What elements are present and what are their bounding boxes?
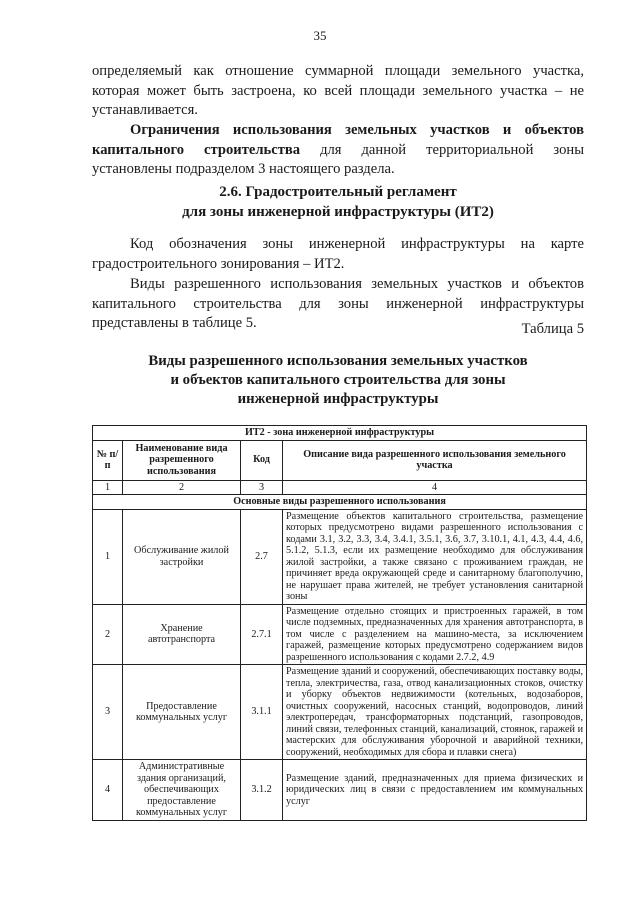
col-number-1: 1 bbox=[93, 480, 123, 495]
table-row bbox=[93, 760, 587, 821]
col-number-2: 2 bbox=[123, 480, 241, 495]
col-header-name: Наименование вида разрешенного использования bbox=[123, 440, 241, 480]
limits-bold-part: капитального строительства bbox=[92, 141, 301, 158]
intro-paragraph bbox=[92, 62, 584, 121]
row-name: Административные здания организаций, обеспечивающих предоставление коммунальных услуг bbox=[123, 760, 241, 821]
row-desc: Размещение зданий, предназначенных для приема физических и юридических лиц в связи с предоставлением им коммунальных услуг bbox=[283, 760, 587, 821]
row-code: 2.7.1 bbox=[241, 604, 283, 665]
column-number-row bbox=[93, 480, 587, 495]
zone-header: ИТ2 - зона инженерной инфраструктуры bbox=[93, 426, 587, 441]
col-header-num: № п/п bbox=[93, 440, 123, 480]
limits-rest: для данной территориальной зоны bbox=[300, 141, 584, 158]
row-num: 3 bbox=[93, 665, 123, 760]
col-header-code: Код bbox=[241, 440, 283, 480]
intro-line-3: устанавливается. bbox=[92, 102, 198, 118]
types-line-1: Виды разрешенного использования земельных участков и объектов bbox=[130, 276, 584, 292]
row-desc: Размещение отдельно стоящих и пристроенных гаражей, в том числе подземных, предназначенных для хранения автотранспорта, в том числе с разделением на машино-места, за исключением гаражей, размещение которых предусмотрено содержанием видов разрешенного использования с кодами 2.7.2, 4.9 bbox=[283, 604, 587, 665]
section-heading-line-2: для зоны инженерной инфраструктуры (ИТ2) bbox=[182, 203, 494, 220]
table-row bbox=[93, 665, 587, 760]
row-code: 3.1.1 bbox=[241, 665, 283, 760]
code-paragraph bbox=[92, 235, 584, 274]
intro-line-2: которая может быть застроена, ко всей площади земельного участка – не bbox=[92, 82, 584, 99]
row-desc: Размещение объектов капитального строительства, размещение которых предусмотрено видами разрешенного использования с кодами 3.1, 3.2, 3.3, 3.4, 3.4.1, 3.5.1, 3.6, 3.7, 3.10.1, 4.1, 4.3, 4.4, 4.6, 5.1.2, 5.1.3, если их размещение необходимо для обслуживания жилой застройки, а также связано с проживанием граждан, не причиняет вреда окружающей среде и санитарному благополучию, не нарушает права жителей, не требует установления санитарной зоны bbox=[283, 509, 587, 604]
row-desc: Размещение зданий и сооружений, обеспечивающих поставку воды, тепла, электричества, газа, отвод канализационных стоков, очистку и уборку объектов недвижимости (котельных, водозаборов, очистных сооружений, насосных станций, водопроводов, линий электропередач, трансформаторных подстанций, газопроводов, линий связи, телефонных станций, канализаций, стоянок, гаражей и мастерских для обслуживания уборочной и аварийной техники, сооружений, необходимых для сбора и плавки снега) bbox=[283, 665, 587, 760]
table-title bbox=[92, 352, 584, 409]
limits-line-2 bbox=[92, 141, 584, 161]
page-number: 35 bbox=[313, 28, 327, 43]
table-row bbox=[93, 509, 587, 604]
row-num: 1 bbox=[93, 509, 123, 604]
section-heading bbox=[92, 183, 584, 222]
col-number-3: 3 bbox=[241, 480, 283, 495]
table-title-line-3: инженерной инфраструктуры bbox=[237, 391, 439, 407]
limits-line-1: Ограничения использования земельных участков и объектов bbox=[130, 122, 584, 138]
zone-header-row bbox=[93, 426, 587, 441]
row-name: Хранение автотранспорта bbox=[123, 604, 241, 665]
code-line-2: градостроительного зонирования – ИТ2. bbox=[92, 255, 345, 272]
row-num: 4 bbox=[93, 760, 123, 821]
main-section-header: Основные виды разрешенного использования bbox=[93, 495, 587, 510]
table-row bbox=[93, 604, 587, 665]
table-title-line-1: Виды разрешенного использования земельных участков bbox=[148, 353, 528, 369]
col-header-desc: Описание вида разрешенного использования земельного участка bbox=[283, 440, 587, 480]
table-title-line-2: и объектов капитального строительства для зоны bbox=[170, 372, 506, 388]
row-name: Обслуживание жилой застройки bbox=[123, 509, 241, 604]
row-num: 2 bbox=[93, 604, 123, 665]
types-line-3: представлены в таблице 5. bbox=[92, 315, 257, 331]
regulation-table bbox=[92, 425, 587, 821]
col-number-4: 4 bbox=[283, 480, 587, 495]
row-code: 3.1.2 bbox=[241, 760, 283, 821]
intro-line-1: определяемый как отношение суммарной площади земельного участка, bbox=[92, 63, 584, 79]
table-label: Таблица 5 bbox=[521, 321, 584, 337]
limits-paragraph bbox=[92, 121, 584, 180]
row-name: Предоставление коммунальных услуг bbox=[123, 665, 241, 760]
column-header-row bbox=[93, 440, 587, 480]
types-line-2: капитального строительства для зоны инженерной инфраструктуры bbox=[92, 295, 584, 312]
main-section-row bbox=[93, 495, 587, 510]
row-code: 2.7 bbox=[241, 509, 283, 604]
code-line-1: Код обозначения зоны инженерной инфраструктуры на карте bbox=[130, 236, 584, 252]
section-heading-line-1: 2.6. Градостроительный регламент bbox=[219, 184, 457, 200]
limits-line-3: установлены подразделом 3 настоящего раздела. bbox=[92, 161, 395, 177]
